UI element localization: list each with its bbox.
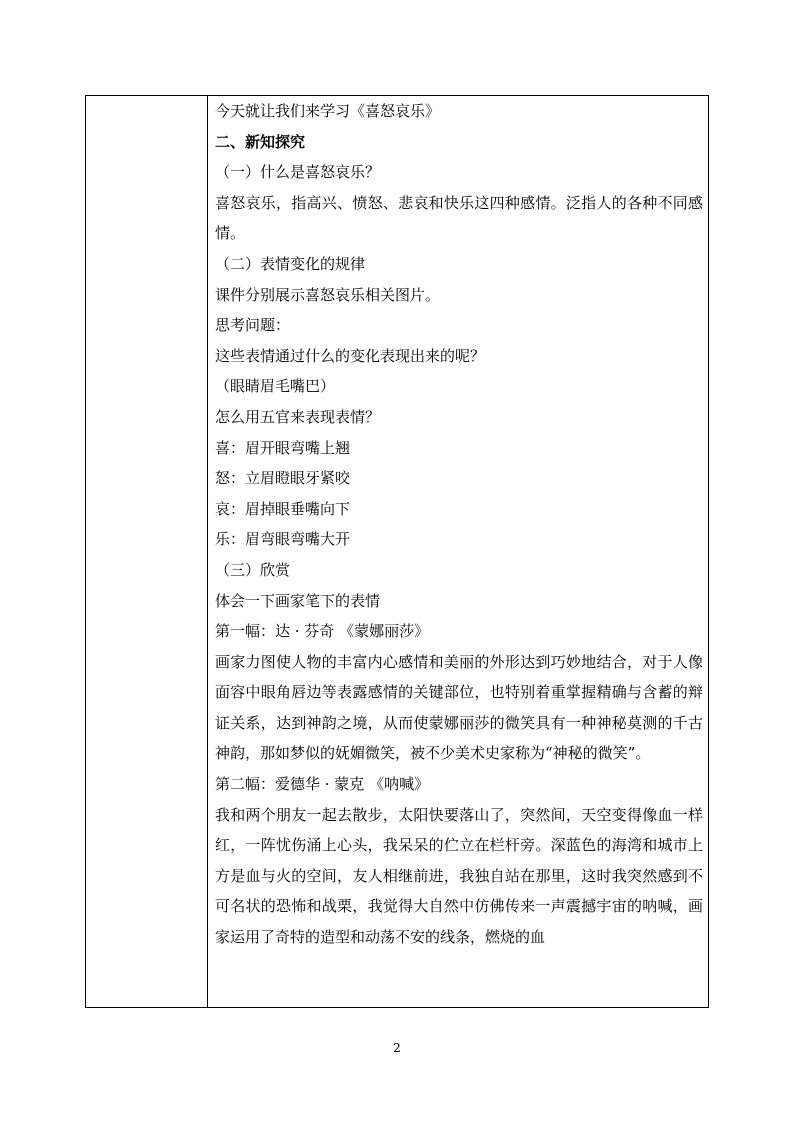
text-line: 今天就让我们来学习《喜怒哀乐》 <box>215 102 441 120</box>
paragraph: 我和两个朋友一起去散步，太阳快要落山了，突然间，天空变得像血一样红，一阵忧伤涌上心头，我呆呆的伫立在栏杆旁。深蓝色的海湾和城市上方是血与火的空间，友人相继前进，我独自站在那里，这时我突然感到不可名状的恐怖和战栗，我觉得大自然中仿佛传来一声震撼宇宙的呐喊，画家运用了奇特的造型和动荡不安的线条，燃烧的血 <box>215 805 703 947</box>
expression-le: 乐：眉弯眼弯嘴大开 <box>215 530 351 549</box>
table-content-cell <box>215 96 703 953</box>
expression-ai: 哀：眉掉眼垂嘴向下 <box>215 499 351 518</box>
table-left-column <box>86 96 208 1007</box>
expression-nu: 怒：立眉瞪眼牙紧咬 <box>215 469 351 488</box>
painting-title-mona-lisa: 第一幅：达 · 芬奇 《蒙娜丽莎》 <box>215 622 430 641</box>
text-line: 这些表情通过什么的变化表现出来的呢？ <box>215 346 486 365</box>
paragraph: 喜怒哀乐，指高兴、愤怒、悲哀和快乐这四种感情。泛指人的各种不同感情。 <box>215 193 703 243</box>
text-line: 怎么用五官来表现表情？ <box>215 407 381 426</box>
section-heading: 二、新知探究 <box>215 132 306 151</box>
text-line: 思考问题： <box>215 316 291 335</box>
subheading: （一）什么是喜怒哀乐？ <box>215 163 381 182</box>
text-line: 课件分别展示喜怒哀乐相关图片。 <box>215 285 441 304</box>
lesson-table <box>85 95 709 1008</box>
page-number: 2 <box>393 1041 401 1055</box>
subheading: （三）欣赏 <box>215 560 291 579</box>
expression-xi: 喜：眉开眼弯嘴上翘 <box>215 438 351 457</box>
subheading: （二）表情变化的规律 <box>215 254 366 273</box>
paragraph: 画家力图使人物的丰富内心感情和美丽的外形达到巧妙地结合，对于人像面容中眼角唇边等表露感情的关键部位，也特别着重掌握精确与含蓄的辩证关系，达到神韵之境，从而使蒙娜丽莎的微笑具有一种神秘莫测的千古神韵，那如梦似的妩媚微笑，被不少美术史家称为“神秘的微笑”。 <box>215 652 703 763</box>
painting-title-scream: 第二幅：爱德华 · 蒙克 《呐喊》 <box>215 775 430 794</box>
text-line: （眼睛眉毛嘴巴） <box>215 377 336 396</box>
text-line: 体会一下画家笔下的表情 <box>215 591 381 610</box>
